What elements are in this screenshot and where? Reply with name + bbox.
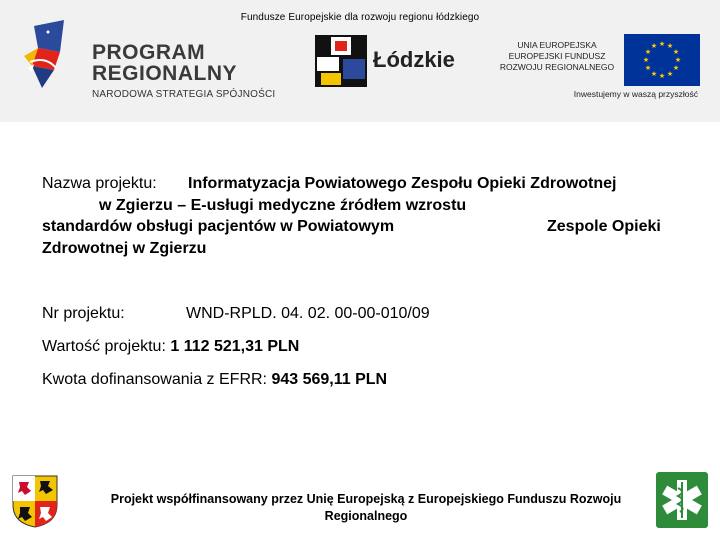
program-regionalny-logo — [20, 18, 290, 98]
project-value-row — [42, 338, 299, 356]
project-value-label: Wartość projektu: — [42, 338, 166, 355]
svg-text:★: ★ — [666, 70, 674, 78]
slogan: Inwestujemy w waszą przyszłość — [573, 89, 698, 99]
svg-text:★: ★ — [650, 42, 658, 50]
project-name-line2: w Zgierzu – E-usługi medyczne źródłem wzrostu — [99, 196, 467, 214]
program-logo-line1: PROGRAM — [92, 41, 206, 64]
eu-logo-line1: UNIA EUROPEJSKA — [517, 40, 597, 50]
footer-line2: Regionalnego — [324, 509, 408, 523]
eu-logo — [498, 34, 703, 86]
svg-text:★: ★ — [666, 42, 674, 50]
eu-logo-text — [498, 40, 616, 73]
cofinancing-label: Kwota dofinansowania z EFRR: — [42, 371, 267, 388]
project-name-line3-left: standardów obsługi pacjentów w Powiatowym — [42, 218, 395, 235]
svg-text:★: ★ — [644, 64, 652, 72]
svg-text:★: ★ — [642, 56, 650, 64]
project-number-label: Nr projektu: — [42, 305, 125, 322]
project-number-row — [42, 305, 430, 323]
project-name-line4: Zdrowotnej w Zgierzu — [42, 239, 207, 257]
program-emblem-icon — [20, 18, 80, 98]
svg-text:★: ★ — [658, 40, 666, 48]
county-crest-icon — [10, 473, 60, 529]
cofinancing-amount: 943 569,11 PLN — [271, 371, 388, 388]
eu-logo-line3: ROZWOJU REGIONALNEGO — [499, 62, 615, 72]
svg-text:★: ★ — [672, 48, 680, 56]
footer-line1: Projekt współfinansowany przez Unię Europejską z Europejskiego Funduszu Rozwoju — [110, 492, 622, 506]
svg-text:★: ★ — [658, 72, 666, 80]
program-logo-line3: NARODOWA STRATEGIA SPÓJNOŚCI — [92, 89, 276, 100]
project-number-value: WND-RPLD. 04. 02. 00-00-010/09 — [186, 305, 430, 322]
medical-star-of-life-icon — [656, 472, 708, 528]
project-name-line3-right: Zespole Opieki — [547, 218, 661, 235]
project-value-amount: 1 112 521,31 PLN — [170, 338, 300, 355]
project-name-label: Nazwa projektu: — [42, 175, 157, 192]
cofinancing-row — [42, 371, 387, 389]
lodzkie-logo-text: Łódzkie — [373, 47, 455, 72]
svg-text:★: ★ — [674, 56, 682, 64]
lodzkie-logo — [313, 33, 463, 89]
footer-cofinancing-note — [72, 491, 660, 525]
lodzkie-emblem-icon — [313, 33, 369, 89]
project-name-line1: Informatyzacja Powiatowego Zespołu Opieki Zdrowotnej — [188, 175, 617, 192]
program-logo-line2: REGIONALNY — [92, 62, 238, 85]
project-name-block — [42, 173, 682, 259]
svg-text:★: ★ — [650, 70, 658, 78]
svg-text:★: ★ — [644, 48, 652, 56]
eu-flag-icon — [624, 34, 700, 86]
top-caption: Fundusze Europejskie dla rozwoju regionu łódzkiego — [240, 12, 480, 23]
svg-text:★: ★ — [672, 64, 680, 72]
eu-logo-line2: EUROPEJSKI FUNDUSZ — [508, 51, 606, 61]
